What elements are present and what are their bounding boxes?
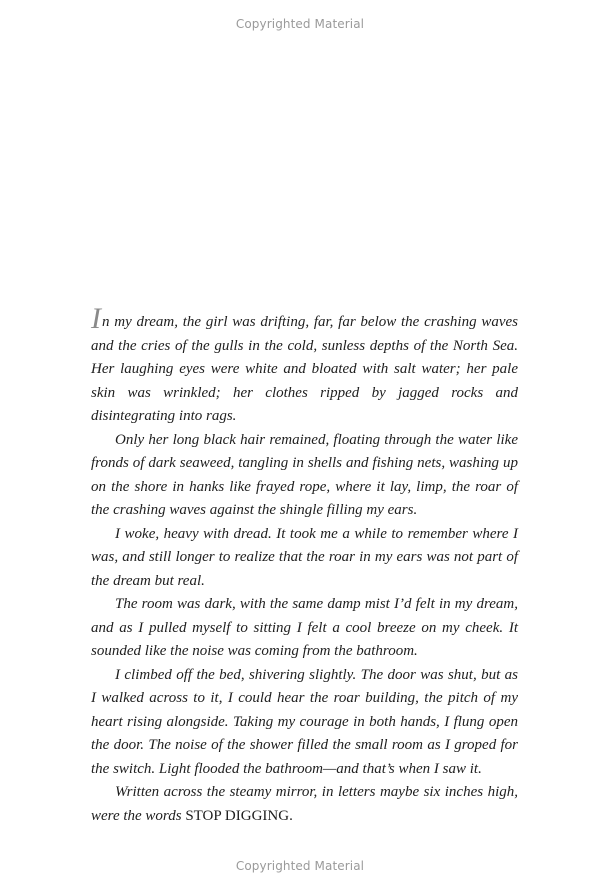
paragraph-6-text: Written across the steamy mirror, in letters maybe six inches high, were the words (91, 784, 518, 824)
paragraph-6 (91, 781, 518, 828)
paragraph-4: The room was dark, with the same damp mist I’d felt in my dream, and as I pulled myself to sitting I felt a cool breeze on my cheek. It sounded like the noise was coming from the bathroom. (91, 596, 518, 659)
paragraph-3: I woke, heavy with dread. It took me a while to remember where I was, and still longer to realize that the roar in my ears was not part of the dream but real. (91, 525, 518, 589)
paragraph-2: Only her long black hair remained, floating through the water like fronds of dark seaweed, tangling in shells and fishing nets, washing up on the shore in hanks like frayed rope, where it lay, limp, the roar of the crashing waves against the shingle filling my ears. (91, 431, 518, 518)
paragraph-1-text: n my dream, the girl was drifting, far, far below the crashing waves and the cries of the gulls in the cold, sunless depths of the North Sea. Her laughing eyes were white and bloated with salt water; her pale skin was wrinkled; her clothes ripped by jagged rocks and disintegrating into rags. (91, 314, 518, 424)
copyright-watermark-bottom: Copyrighted Material (235, 859, 365, 873)
drop-cap: I (91, 302, 101, 335)
paragraph-5: I climbed off the bed, shivering slightly. The door was shut, but as I walked across to it, I could hear the roar building, the pitch of my heart rising alongside. Taking my courage in both hands, I flung open the door. The noise of the shower filled the small room as I groped for the switch. Light flooded the bathroom—and that’s when I saw it. (91, 666, 518, 777)
copyright-watermark-top: Copyrighted Material (235, 17, 365, 31)
paragraph-1 (91, 304, 518, 429)
mirror-message: STOP DIGGING. (185, 807, 293, 824)
chapter-body (91, 304, 518, 828)
